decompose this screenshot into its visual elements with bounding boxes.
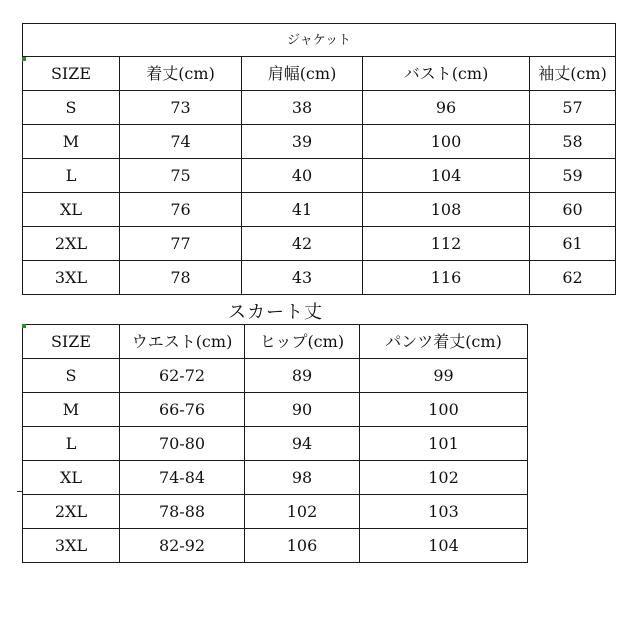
table-cell: 101	[360, 427, 528, 461]
table-cell: 99	[360, 359, 528, 393]
column-header: 肩幅(cm)	[242, 57, 363, 91]
jacket-size-table	[22, 23, 616, 295]
table-cell: 74	[120, 125, 242, 159]
table-cell: 2XL	[23, 227, 120, 261]
table-cell: 73	[120, 91, 242, 125]
table-cell: 39	[242, 125, 363, 159]
table-row	[23, 461, 528, 495]
table-cell: 70-80	[120, 427, 245, 461]
table-cell: 40	[242, 159, 363, 193]
table-cell: L	[23, 427, 120, 461]
table-cell: 42	[242, 227, 363, 261]
table-cell: XL	[23, 193, 120, 227]
table-cell: 61	[530, 227, 616, 261]
table-cell: 102	[245, 495, 360, 529]
table-cell: 38	[242, 91, 363, 125]
table-cell: 116	[363, 261, 530, 295]
table-cell: 57	[530, 91, 616, 125]
table-cell: 62-72	[120, 359, 245, 393]
table-cell: 2XL	[23, 495, 120, 529]
column-header: SIZE	[23, 57, 120, 91]
table-cell: S	[23, 91, 120, 125]
table-row	[23, 529, 528, 563]
table-cell: 3XL	[23, 261, 120, 295]
table-cell: 102	[360, 461, 528, 495]
table-cell: 75	[120, 159, 242, 193]
table-cell: XL	[23, 461, 120, 495]
table-cell: 59	[530, 159, 616, 193]
jacket-table-title: ジャケット	[23, 24, 616, 57]
table-row	[23, 91, 616, 125]
table-cell: 78	[120, 261, 242, 295]
table-row	[23, 427, 528, 461]
table-cell: S	[23, 359, 120, 393]
table-cell: 60	[530, 193, 616, 227]
table-cell: 104	[363, 159, 530, 193]
table-cell: M	[23, 393, 120, 427]
column-header: バスト(cm)	[363, 57, 530, 91]
cell-marker	[22, 57, 26, 61]
table-cell: 3XL	[23, 529, 120, 563]
table-cell: 90	[245, 393, 360, 427]
table-cell: M	[23, 125, 120, 159]
column-header: 着丈(cm)	[120, 57, 242, 91]
table-header-row	[23, 57, 616, 91]
table-cell: 96	[363, 91, 530, 125]
cell-marker	[22, 324, 26, 328]
table-cell: 106	[245, 529, 360, 563]
table-cell: 66-76	[120, 393, 245, 427]
table-cell: 94	[245, 427, 360, 461]
table-cell: 104	[360, 529, 528, 563]
grid-tick	[17, 491, 22, 492]
table-cell: 78-88	[120, 495, 245, 529]
table-header-row	[23, 325, 528, 359]
table-row	[23, 261, 616, 295]
column-header: 袖丈(cm)	[530, 57, 616, 91]
table-cell: 76	[120, 193, 242, 227]
table-row	[23, 495, 528, 529]
table-cell: 74-84	[120, 461, 245, 495]
column-header: ウエスト(cm)	[120, 325, 245, 359]
table-cell: 58	[530, 125, 616, 159]
table-cell: 89	[245, 359, 360, 393]
table-row	[23, 193, 616, 227]
table-row	[23, 393, 528, 427]
table-cell: 100	[363, 125, 530, 159]
table-cell: 43	[242, 261, 363, 295]
table-cell: 103	[360, 495, 528, 529]
table-row	[23, 125, 616, 159]
column-header: ヒップ(cm)	[245, 325, 360, 359]
pants-size-table	[22, 324, 528, 563]
table-cell: 98	[245, 461, 360, 495]
table-row	[23, 227, 616, 261]
pants-table-title: スカート丈	[228, 302, 323, 323]
column-header: SIZE	[23, 325, 120, 359]
table-cell: 100	[360, 393, 528, 427]
table-row	[23, 359, 528, 393]
table-cell: 62	[530, 261, 616, 295]
table-row	[23, 159, 616, 193]
table-cell: 112	[363, 227, 530, 261]
table-cell: 77	[120, 227, 242, 261]
table-cell: 108	[363, 193, 530, 227]
table-cell: 82-92	[120, 529, 245, 563]
column-header: パンツ着丈(cm)	[360, 325, 528, 359]
table-cell: 41	[242, 193, 363, 227]
table-cell: L	[23, 159, 120, 193]
